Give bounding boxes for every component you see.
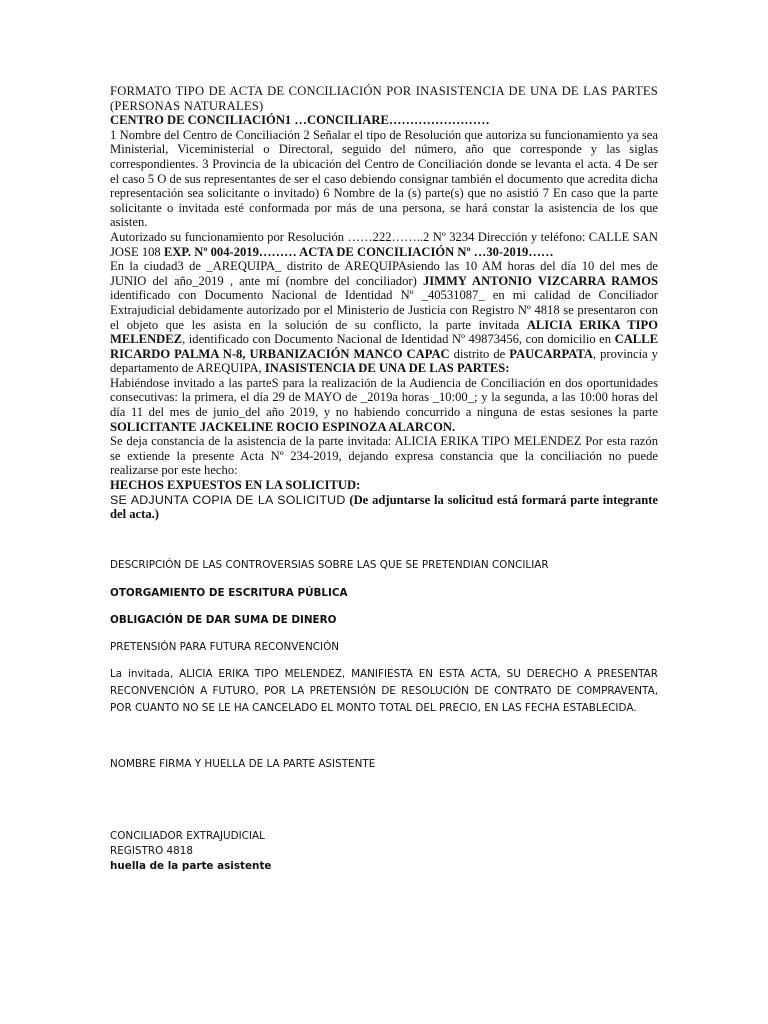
document-title: FORMATO TIPO DE ACTA DE CONCILIACIÓN POR INASISTENCIA DE UNA DE LAS PARTES (PERSONAS NATURALES): [110, 84, 658, 113]
conciliador-registro: REGISTRO 4818: [110, 845, 193, 858]
body1-segment: distrito de: [449, 346, 510, 361]
body1-segment: identificado con Documento Nacional de Identidad Nº _40531087_ en mi calidad de Conciliador Extrajudicial debidamente autorizado por el Ministerio de Justicia con Registro Nº 4818 se presentaron con el objeto que les asista en la solución de su conflicto, la parte invitada: [110, 288, 658, 332]
huella-label: huella de la parte asistente: [110, 860, 272, 873]
body1-segment: , identificado con Documento Nacional de Identidad Nº 49873456, con domicilio en: [182, 332, 615, 347]
body1-segment: ALICIA ERIKA TIPO MELENDEZ: [110, 317, 658, 347]
autorizado-text: Autorizado su funcionamiento por Resolución ……222……..2 Nº 3234 Dirección y teléfono: CALLE SAN JOSE 108: [110, 229, 658, 259]
instructions-paragraph: 1 Nombre del Centro de Conciliación 2 Señalar el tipo de Resolución que autoriza su funcionamiento ya sea Ministerial, Viceministerial o Directoral, seguido del número, año que corresponde y las siglas correspondientes. 3 Provincia de la ubicación del Centro de Conciliación donde se levanta el acta. 4 De ser el caso 5 O de sus representantes de ser el caso debiendo consignar también el documento que acredita dicha representación sea solicitante o invitado) 6 Nombre de la (s) parte(s) que no asistió 7 En caso que la parte solicitante o invitada esté conformada por más de una persona, se hará constar la asistencia de los que asisten.: [110, 127, 658, 230]
adjunta-caps: SE ADJUNTA COPIA DE LA SOLICITUD: [110, 492, 346, 507]
body2-segment: Habiéndose invitado a las parteS para la realización de la Audiencia de Conciliación en dos oportunidades consecutivas: la primera, el día 29 de MAYO de _2019a horas _10:00_; y la segunda, a las 10:00 horas del día 11 del mes de junio_del año 2019, y no habiendo concurrido a ninguna de estas sesiones la parte: [110, 375, 658, 420]
expediente-number: EXP. Nº 004-2019………: [163, 244, 300, 259]
body1-segment: En la ciudad3 de _AREQUIPA_ distrito de AREQUIPAsiendo las 10 AM horas del día 10 del mes de JUNIO del año_2019 , ante mí (nombre del conciliador): [110, 259, 658, 288]
body1-segment: , provincia y departamento de AREQUIPA,: [110, 346, 658, 376]
adjunta-paragraph: [110, 493, 658, 522]
acta-number: ACTA DE CONCILIACIÓN Nº …30-2019……: [299, 244, 554, 259]
otorgamiento-heading: OTORGAMIENTO DE ESCRITURA PÚBLICA: [110, 587, 348, 600]
body2-segment: SOLICITANTE JACKELINE ROCIO ESPINOZA ALARCON.: [110, 419, 456, 434]
body1-segment: CALLE RICARDO PALMA N-8, URBANIZACIÓN MANCO CAPAC: [110, 332, 658, 361]
ciudad-paragraph: [110, 259, 658, 376]
hechos-heading: HECHOS EXPUESTOS EN LA SOLICITUD:: [110, 478, 361, 493]
obligacion-heading: OBLIGACIÓN DE DAR SUMA DE DINERO: [110, 614, 337, 626]
document-page: [110, 84, 658, 874]
body1-segment: JIMMY ANTONIO VIZCARRA RAMOS: [422, 273, 659, 288]
conciliador-title: CONCILIADOR EXTRAJUDICIAL: [110, 830, 265, 843]
invitacion-paragraph: [110, 376, 658, 434]
firma-label: NOMBRE FIRMA Y HUELLA DE LA PARTE ASISTENTE: [110, 757, 376, 770]
centro-conciliacion: CENTRO DE CONCILIACIÓN1 …CONCILIARE……………………: [110, 113, 490, 128]
body1-segment: PAUCARPATA: [509, 346, 593, 361]
descripcion-heading: DESCRIPCIÓN DE LAS CONTROVERSIAS SOBRE LAS QUE SE PRETENDIAN CONCILIAR: [110, 558, 549, 571]
constancia-paragraph: Se deja constancia de la asistencia de la parte invitada: ALICIA ERIKA TIPO MELENDEZ Por esta razón se extiende la presente Acta Nº 234-2019, dejando expresa constancia que la conciliación no puede realizarse por este hecho:: [110, 434, 658, 478]
body1-segment: INASISTENCIA DE UNA DE LAS PARTES:: [264, 361, 510, 376]
adjunta-note: (De adjuntarse la solicitud está formará parte integrante del acta.): [110, 492, 658, 522]
invitada-paragraph: La invitada, ALICIA ERIKA TIPO MELENDEZ, MANIFIESTA EN ESTA ACTA, SU DERECHO A PRESENTAR RECONVENCIÓN A FUTURO, POR LA PRETENSIÓN DE RESOLUCIÓN DE CONTRATO DE COMPRAVENTA, POR CUANTO NO SE LE HA CANCELADO EL MONTO TOTAL DEL PRECIO, EN LAS FECHA ESTABLECIDA.: [110, 668, 658, 714]
autorizado-paragraph: [110, 230, 658, 259]
pretension-heading: PRETENSIÓN PARA FUTURA RECONVENCIÓN: [110, 640, 340, 653]
